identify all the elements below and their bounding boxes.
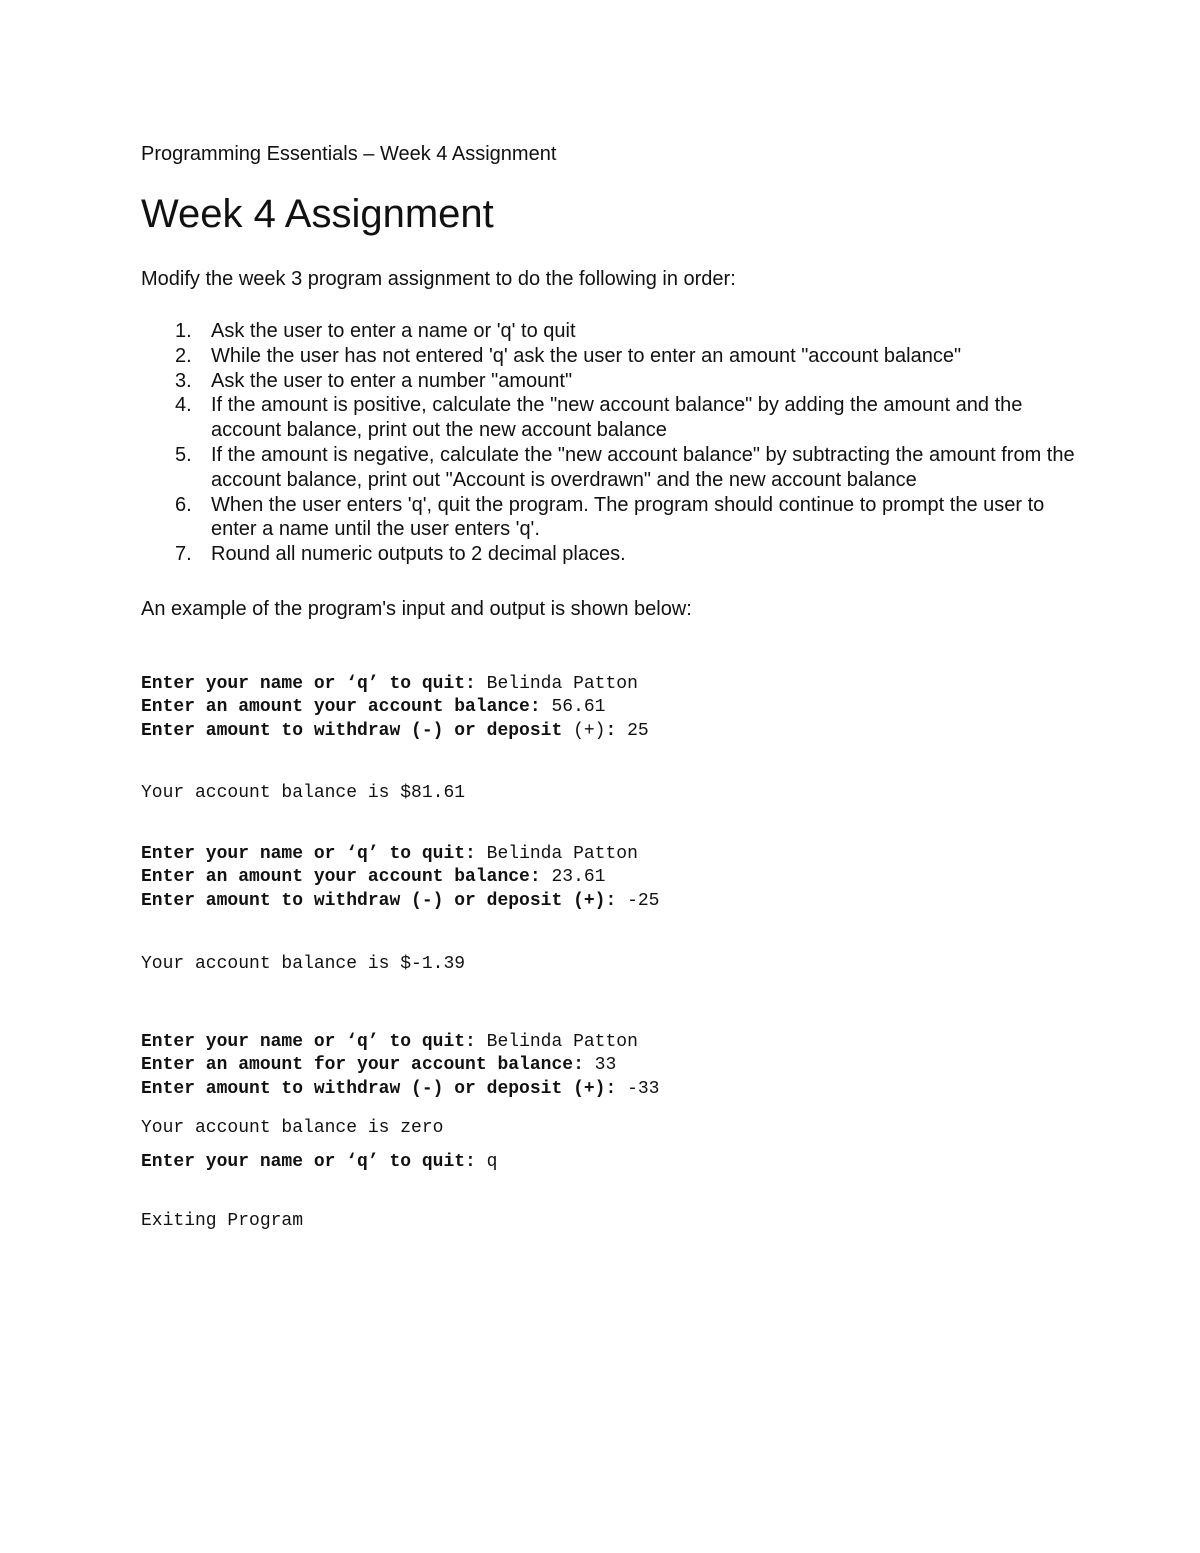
prompt-value: Belinda Patton — [475, 844, 638, 864]
list-item-number: 5. — [175, 443, 192, 466]
example-run-2-output: Your account balance is $-1.39 — [141, 954, 466, 974]
list-item-number: 4. — [175, 394, 192, 417]
intro-text: Modify the week 3 program assignment to do the following in order: — [141, 268, 736, 290]
example-run-3-output: Your account balance is zero — [141, 1118, 444, 1138]
prompt-label: Enter an amount for your account balance: — [141, 1055, 584, 1076]
list-item-text: If the amount is positive, calculate the "new account balance" by adding the amount and the account balance, print out the new account balance — [211, 394, 1023, 442]
prompt-value: Belinda Patton — [475, 674, 638, 694]
list-item — [141, 493, 1081, 543]
list-item-text: Ask the user to enter a number "amount" — [211, 369, 573, 392]
list-item-text: Round all numeric outputs to 2 decimal places. — [211, 543, 626, 566]
list-item-number: 7. — [175, 543, 192, 566]
list-item — [141, 319, 1081, 344]
list-item-number: 6. — [175, 493, 192, 516]
amount-prompt-line — [141, 720, 649, 743]
prompt-value: -33 — [616, 1078, 660, 1099]
example-run-1-output: Your account balance is $81.61 — [141, 783, 466, 803]
prompt-label: Enter amount to withdraw (-) or deposit (+): — [141, 1078, 617, 1099]
prompt-label: Enter your name or ‘q’ to quit: — [141, 844, 476, 864]
balance-prompt-line — [141, 866, 660, 889]
prompt-value: 25 — [616, 720, 649, 741]
page-title: Week 4 Assignment — [141, 192, 494, 236]
prompt-label: Enter your name or ‘q’ to quit: — [141, 674, 476, 694]
list-item — [141, 344, 1081, 369]
list-item-text: If the amount is negative, calculate the "new account balance" by subtracting the amount from the account balance, print out "Account is overdrawn" and the new account balance — [211, 443, 1075, 491]
prompt-label: Enter your name or ‘q’ to quit: — [141, 1152, 476, 1172]
list-item-number: 2. — [175, 344, 192, 367]
prompt-label: Enter an amount your account balance: — [141, 697, 541, 718]
list-item-text: Ask the user to enter a name or 'q' to quit — [211, 320, 576, 342]
list-item-text: While the user has not entered 'q' ask the user to enter an amount "account balance" — [211, 344, 962, 367]
list-item-text: When the user enters 'q', quit the program. The program should continue to prompt the user to enter a name until the user enters 'q'. — [211, 493, 1045, 541]
balance-prompt-line — [141, 1054, 660, 1077]
document-header: Programming Essentials – Week 4 Assignment — [141, 143, 557, 165]
prompt-value: 23.61 — [540, 867, 606, 888]
prompt-value: q — [475, 1152, 498, 1172]
list-item — [141, 369, 1081, 394]
example-quit-input — [141, 1151, 497, 1174]
prompt-value: -25 — [616, 890, 660, 911]
list-item-number: 3. — [175, 369, 192, 392]
list-item — [141, 443, 1081, 493]
list-item — [141, 393, 1081, 443]
prompt-value: 56.61 — [540, 697, 606, 718]
prompt-paren: (+) — [562, 720, 606, 741]
example-run-1-input — [141, 673, 649, 743]
example-run-3-input — [141, 1031, 660, 1101]
amount-prompt-line — [141, 1078, 660, 1101]
balance-prompt-line — [141, 696, 649, 719]
name-prompt-line — [141, 673, 649, 696]
prompt-label: Enter an amount your account balance: — [141, 867, 541, 888]
prompt-label: Enter amount to withdraw (-) or deposit — [141, 720, 563, 741]
name-prompt-line — [141, 1031, 660, 1054]
prompt-colon: : — [605, 720, 617, 741]
amount-prompt-line — [141, 890, 660, 913]
prompt-label: Enter your name or ‘q’ to quit: — [141, 1032, 476, 1052]
instruction-list — [141, 319, 1081, 567]
prompt-value: 33 — [583, 1055, 617, 1076]
prompt-label: Enter amount to withdraw (-) or deposit (+): — [141, 890, 617, 911]
example-intro-text: An example of the program's input and output is shown below: — [141, 598, 692, 620]
name-prompt-line — [141, 843, 660, 866]
example-run-2-input — [141, 843, 660, 913]
example-exit-message: Exiting Program — [141, 1211, 304, 1231]
list-item — [141, 542, 1081, 567]
prompt-value: Belinda Patton — [475, 1032, 638, 1052]
list-item-number: 1. — [175, 320, 192, 342]
